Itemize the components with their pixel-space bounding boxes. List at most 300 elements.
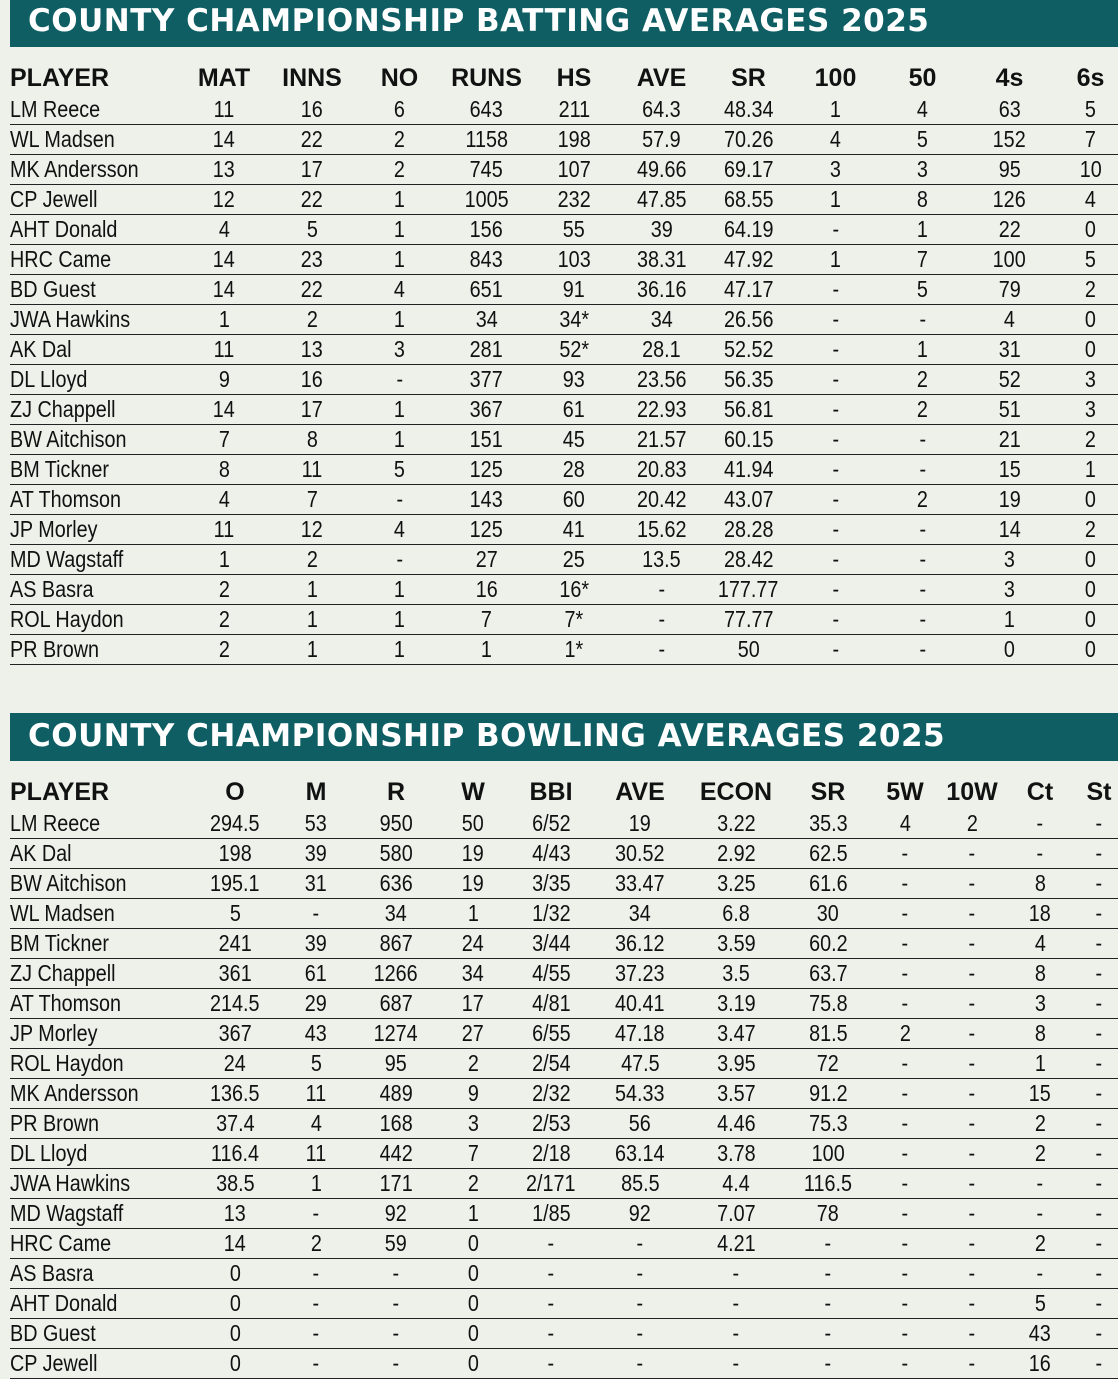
stat-cell bbox=[180, 125, 268, 155]
stat-value: 1005 bbox=[464, 186, 509, 212]
stat-value: 11 bbox=[305, 1080, 327, 1106]
stat-cell bbox=[790, 989, 866, 1019]
stat-value: 1 bbox=[393, 426, 405, 452]
stat-value: 1 bbox=[829, 246, 841, 272]
stat-value: - bbox=[968, 870, 976, 896]
stat-cell bbox=[618, 95, 705, 125]
stat-cell bbox=[790, 839, 866, 869]
stat-value: 5 bbox=[310, 1050, 322, 1076]
stat-cell bbox=[792, 95, 879, 125]
stat-cell bbox=[1053, 455, 1118, 485]
stat-value: 60.15 bbox=[723, 426, 774, 452]
stat-cell bbox=[530, 425, 618, 455]
stat-cell bbox=[944, 1199, 1000, 1229]
stat-value: 3.19 bbox=[716, 990, 756, 1016]
stat-cell bbox=[1000, 1079, 1080, 1109]
stat-cell bbox=[1080, 1259, 1118, 1289]
stat-cell bbox=[598, 1349, 682, 1379]
stat-value: 47.92 bbox=[723, 246, 774, 272]
stat-cell bbox=[504, 1199, 598, 1229]
stat-cell bbox=[188, 869, 282, 899]
stat-cell bbox=[350, 809, 442, 839]
player-name bbox=[10, 185, 180, 215]
player-name-text: PR Brown bbox=[10, 1110, 100, 1136]
stat-value: 1 bbox=[306, 606, 318, 632]
stat-value: 11 bbox=[213, 516, 235, 542]
stat-cell bbox=[966, 575, 1053, 605]
stat-value: 2/171 bbox=[526, 1170, 576, 1196]
stat-cell bbox=[944, 1319, 1000, 1349]
stat-cell bbox=[1080, 989, 1118, 1019]
stat-cell bbox=[282, 1139, 350, 1169]
stat-cell bbox=[282, 989, 350, 1019]
stat-value: 0 bbox=[229, 1350, 241, 1376]
batting-col-header: 6s bbox=[1076, 64, 1105, 92]
stat-cell bbox=[504, 1289, 598, 1319]
stat-value: 3 bbox=[1003, 576, 1015, 602]
stat-value: - bbox=[312, 1350, 320, 1376]
stat-value: 37.23 bbox=[615, 960, 665, 986]
batting-table bbox=[10, 62, 1118, 665]
stat-cell bbox=[966, 125, 1053, 155]
stat-cell bbox=[443, 575, 530, 605]
stat-value: 59 bbox=[384, 1230, 408, 1256]
stat-cell bbox=[1000, 1229, 1080, 1259]
stat-cell bbox=[1080, 1349, 1118, 1379]
stat-cell bbox=[268, 545, 356, 575]
stat-value: 651 bbox=[469, 276, 504, 302]
stat-cell bbox=[282, 869, 350, 899]
stat-cell bbox=[879, 545, 966, 575]
table-row bbox=[10, 1169, 1118, 1199]
stat-cell bbox=[792, 305, 879, 335]
player-name-text: AK Dal bbox=[10, 336, 72, 362]
stat-cell bbox=[866, 1169, 944, 1199]
stat-value: - bbox=[968, 1200, 976, 1226]
batting-body bbox=[10, 95, 1118, 665]
stat-value: 5 bbox=[1084, 246, 1096, 272]
stat-cell bbox=[1053, 545, 1118, 575]
stat-value: 77.77 bbox=[723, 606, 774, 632]
stat-value: 3.59 bbox=[716, 930, 756, 956]
stat-value: 0 bbox=[229, 1260, 241, 1286]
stat-cell bbox=[879, 365, 966, 395]
stat-value: 61 bbox=[304, 960, 328, 986]
stat-value: 5 bbox=[1034, 1290, 1046, 1316]
stat-value: 4 bbox=[1084, 186, 1096, 212]
stat-value: 8 bbox=[1034, 870, 1046, 896]
stat-value: 168 bbox=[379, 1110, 413, 1136]
batting-header-row bbox=[10, 62, 1118, 95]
bowling-col-header: BBI bbox=[529, 778, 573, 806]
stat-value: 5 bbox=[1084, 96, 1096, 122]
stat-value: 95 bbox=[384, 1050, 408, 1076]
stat-value: 11 bbox=[213, 96, 235, 122]
stat-cell bbox=[188, 989, 282, 1019]
stat-cell bbox=[188, 1259, 282, 1289]
table-row bbox=[10, 575, 1118, 605]
stat-cell bbox=[188, 1139, 282, 1169]
stat-cell bbox=[966, 95, 1053, 125]
player-name-text: AHT Donald bbox=[10, 1290, 118, 1316]
table-row bbox=[10, 1109, 1118, 1139]
stat-cell bbox=[792, 575, 879, 605]
player-name-text: LM Reece bbox=[10, 96, 101, 122]
stat-value: - bbox=[901, 1080, 909, 1106]
stat-value: - bbox=[968, 960, 976, 986]
stat-value: - bbox=[824, 1260, 832, 1286]
stat-cell bbox=[268, 455, 356, 485]
batting-col-header: HS bbox=[556, 64, 592, 92]
stat-cell bbox=[682, 1259, 790, 1289]
stat-value: 152 bbox=[992, 126, 1027, 152]
stat-cell bbox=[792, 605, 879, 635]
stat-cell bbox=[350, 1079, 442, 1109]
stat-value: - bbox=[1095, 1140, 1103, 1166]
stat-cell bbox=[1080, 1049, 1118, 1079]
stat-cell bbox=[282, 1079, 350, 1109]
stat-value: 2 bbox=[467, 1050, 479, 1076]
stat-cell bbox=[866, 989, 944, 1019]
stat-cell bbox=[966, 605, 1053, 635]
stat-cell bbox=[792, 485, 879, 515]
stat-cell bbox=[1000, 809, 1080, 839]
bowling-col-header: St bbox=[1086, 778, 1112, 806]
stat-value: - bbox=[1095, 870, 1103, 896]
stat-value: 2 bbox=[1084, 516, 1096, 542]
stat-cell bbox=[944, 839, 1000, 869]
stat-cell bbox=[879, 425, 966, 455]
stat-cell bbox=[705, 95, 792, 125]
stat-cell bbox=[356, 425, 443, 455]
stat-cell bbox=[442, 839, 504, 869]
table-row bbox=[10, 275, 1118, 305]
stat-cell bbox=[350, 1109, 442, 1139]
stat-cell bbox=[504, 1049, 598, 1079]
stat-cell bbox=[443, 305, 530, 335]
stat-value: 22 bbox=[300, 126, 324, 152]
stat-value: 56.35 bbox=[723, 366, 774, 392]
stat-value: - bbox=[919, 516, 926, 542]
player-name bbox=[10, 635, 180, 665]
stat-cell bbox=[282, 1349, 350, 1379]
stat-value: 4 bbox=[829, 126, 841, 152]
player-name-text: AS Basra bbox=[10, 1260, 94, 1286]
player-name-text: BW Aitchison bbox=[10, 870, 127, 896]
stat-cell bbox=[598, 989, 682, 1019]
stat-cell bbox=[268, 365, 356, 395]
stat-value: 1266 bbox=[373, 960, 418, 986]
player-name-text: AK Dal bbox=[10, 840, 72, 866]
stat-value: 4 bbox=[1034, 930, 1046, 956]
stat-value: - bbox=[919, 576, 926, 602]
stat-value: 36.12 bbox=[615, 930, 665, 956]
stat-cell bbox=[866, 869, 944, 899]
stat-cell bbox=[944, 1259, 1000, 1289]
stat-value: - bbox=[832, 546, 839, 572]
stat-value: - bbox=[636, 1230, 644, 1256]
bowling-col-header: AVE bbox=[615, 778, 665, 806]
stat-value: 489 bbox=[379, 1080, 413, 1106]
stat-cell bbox=[966, 635, 1053, 665]
stat-cell bbox=[618, 245, 705, 275]
stat-cell bbox=[1080, 1289, 1118, 1319]
stat-value: 7 bbox=[467, 1140, 479, 1166]
stat-value: 21 bbox=[998, 426, 1021, 452]
stat-cell bbox=[356, 635, 443, 665]
stat-cell bbox=[790, 1349, 866, 1379]
stat-cell bbox=[350, 1169, 442, 1199]
stat-cell bbox=[944, 1049, 1000, 1079]
stat-cell bbox=[790, 1139, 866, 1169]
player-name-text: DL Lloyd bbox=[10, 1140, 88, 1166]
player-name-text: ROL Haydon bbox=[10, 606, 124, 632]
stat-value: - bbox=[919, 306, 926, 332]
bowling-col-header: W bbox=[461, 778, 485, 806]
stat-value: 52.52 bbox=[723, 336, 774, 362]
stat-cell bbox=[682, 1289, 790, 1319]
stat-value: 950 bbox=[379, 810, 413, 836]
stat-cell bbox=[866, 1199, 944, 1229]
stat-cell bbox=[504, 1229, 598, 1259]
stat-cell bbox=[350, 1019, 442, 1049]
stat-cell bbox=[618, 125, 705, 155]
stat-value: - bbox=[1095, 930, 1103, 956]
stat-cell bbox=[966, 425, 1053, 455]
stat-value: 1* bbox=[564, 636, 584, 662]
stat-value: - bbox=[1095, 1110, 1103, 1136]
stat-value: 63 bbox=[998, 96, 1021, 122]
stat-cell bbox=[1000, 1259, 1080, 1289]
stat-cell bbox=[790, 959, 866, 989]
stat-value: 2 bbox=[310, 1230, 322, 1256]
stat-cell bbox=[504, 1319, 598, 1349]
stat-value: 23 bbox=[300, 246, 324, 272]
stat-value: 198 bbox=[218, 840, 252, 866]
batting-col-header: INNS bbox=[282, 64, 342, 92]
stat-value: 2 bbox=[1034, 1110, 1046, 1136]
stat-cell bbox=[443, 485, 530, 515]
stat-cell bbox=[282, 1049, 350, 1079]
table-row bbox=[10, 635, 1118, 665]
stat-value: 39 bbox=[304, 840, 328, 866]
stat-cell bbox=[879, 395, 966, 425]
stat-cell bbox=[350, 1049, 442, 1079]
stat-cell bbox=[598, 1169, 682, 1199]
stat-cell bbox=[944, 1169, 1000, 1199]
stat-cell bbox=[866, 1259, 944, 1289]
stat-cell bbox=[188, 1169, 282, 1199]
stat-cell bbox=[879, 605, 966, 635]
stat-cell bbox=[180, 155, 268, 185]
stat-value: - bbox=[968, 1050, 976, 1076]
stat-cell bbox=[268, 305, 356, 335]
stat-value: 2 bbox=[218, 576, 230, 602]
stat-cell bbox=[180, 305, 268, 335]
stat-cell bbox=[790, 1049, 866, 1079]
stat-cell bbox=[350, 1349, 442, 1379]
stat-value: - bbox=[1095, 1230, 1103, 1256]
stat-cell bbox=[180, 335, 268, 365]
table-row bbox=[10, 515, 1118, 545]
stat-cell bbox=[188, 1319, 282, 1349]
table-row bbox=[10, 1319, 1118, 1349]
stat-value: 31 bbox=[998, 336, 1021, 362]
stat-cell bbox=[350, 869, 442, 899]
player-name-text: WL Madsen bbox=[10, 126, 115, 152]
stat-value: 1 bbox=[393, 606, 405, 632]
table-row bbox=[10, 245, 1118, 275]
stat-value: 63.7 bbox=[808, 960, 848, 986]
stat-value: 50 bbox=[461, 810, 485, 836]
stat-cell bbox=[504, 929, 598, 959]
stat-cell bbox=[966, 305, 1053, 335]
stat-cell bbox=[180, 575, 268, 605]
stat-cell bbox=[598, 1139, 682, 1169]
stat-cell bbox=[866, 1289, 944, 1319]
stat-cell bbox=[504, 1259, 598, 1289]
stat-cell bbox=[442, 1259, 504, 1289]
stat-cell bbox=[618, 635, 705, 665]
stat-cell bbox=[350, 1139, 442, 1169]
stat-value: 22 bbox=[300, 276, 324, 302]
stat-value: 30.52 bbox=[615, 840, 665, 866]
stat-cell bbox=[282, 959, 350, 989]
stat-value: 636 bbox=[379, 870, 413, 896]
stat-value: 2.92 bbox=[716, 840, 756, 866]
stat-cell bbox=[866, 1109, 944, 1139]
stat-cell bbox=[1053, 365, 1118, 395]
stat-cell bbox=[866, 1019, 944, 1049]
table-row bbox=[10, 869, 1118, 899]
stat-value: 2 bbox=[916, 486, 928, 512]
stat-value: 4/55 bbox=[531, 960, 571, 986]
stat-value: 48.34 bbox=[723, 96, 774, 122]
stat-cell bbox=[866, 959, 944, 989]
stat-cell bbox=[682, 1169, 790, 1199]
stat-cell bbox=[188, 839, 282, 869]
stat-value: 19 bbox=[998, 486, 1021, 512]
stat-cell bbox=[705, 545, 792, 575]
stat-cell bbox=[944, 899, 1000, 929]
stat-cell bbox=[282, 899, 350, 929]
stat-value: 27 bbox=[475, 546, 498, 572]
stat-value: 2 bbox=[393, 156, 405, 182]
stat-cell bbox=[1080, 1079, 1118, 1109]
player-name-text: BM Tickner bbox=[10, 930, 109, 956]
stat-cell bbox=[1080, 1319, 1118, 1349]
stat-cell bbox=[356, 365, 443, 395]
stat-value: 93 bbox=[562, 366, 586, 392]
stat-value: 12 bbox=[300, 516, 324, 542]
stat-cell bbox=[618, 305, 705, 335]
stat-cell bbox=[792, 635, 879, 665]
stat-cell bbox=[598, 899, 682, 929]
player-name-text: ROL Haydon bbox=[10, 1050, 124, 1076]
stat-value: 13 bbox=[223, 1200, 247, 1226]
stat-value: 14 bbox=[212, 246, 236, 272]
stat-cell bbox=[180, 485, 268, 515]
stat-value: - bbox=[901, 1320, 909, 1346]
player-name bbox=[10, 1349, 188, 1379]
stat-cell bbox=[442, 989, 504, 1019]
stat-value: 294.5 bbox=[210, 810, 260, 836]
stat-cell bbox=[268, 155, 356, 185]
player-name-text: BD Guest bbox=[10, 276, 96, 302]
stat-value: 36.16 bbox=[636, 276, 687, 302]
stat-cell bbox=[618, 545, 705, 575]
player-name bbox=[10, 899, 188, 929]
stat-cell bbox=[350, 839, 442, 869]
stat-value: - bbox=[901, 930, 909, 956]
stat-cell bbox=[879, 215, 966, 245]
player-name-text: CP Jewell bbox=[10, 1350, 98, 1376]
stat-value: 31 bbox=[304, 870, 328, 896]
stat-cell bbox=[356, 605, 443, 635]
stat-value: - bbox=[901, 1290, 909, 1316]
stat-value: - bbox=[968, 1320, 976, 1346]
stat-cell bbox=[790, 1079, 866, 1109]
stat-value: - bbox=[901, 1200, 909, 1226]
stat-value: 7 bbox=[218, 426, 230, 452]
stat-value: - bbox=[547, 1290, 555, 1316]
stat-value: 1 bbox=[829, 186, 841, 212]
player-name-text: MK Andersson bbox=[10, 156, 139, 182]
stat-value: 61.6 bbox=[808, 870, 848, 896]
stat-cell bbox=[705, 455, 792, 485]
stat-value: - bbox=[1095, 810, 1103, 836]
batting-col-header: AVE bbox=[636, 64, 687, 92]
stat-cell bbox=[1053, 125, 1118, 155]
stat-cell bbox=[1080, 1139, 1118, 1169]
bowling-table bbox=[10, 776, 1118, 1379]
stat-value: - bbox=[1095, 1020, 1103, 1046]
stat-value: 5 bbox=[306, 216, 318, 242]
stat-cell bbox=[268, 125, 356, 155]
stat-cell bbox=[966, 545, 1053, 575]
stat-cell bbox=[1080, 959, 1118, 989]
stat-cell bbox=[792, 275, 879, 305]
stat-value: 2 bbox=[306, 306, 318, 332]
stat-cell bbox=[443, 425, 530, 455]
stat-value: 1 bbox=[1034, 1050, 1046, 1076]
stat-cell bbox=[618, 275, 705, 305]
player-name bbox=[10, 1019, 188, 1049]
stat-value: - bbox=[824, 1290, 832, 1316]
stat-value: 91 bbox=[562, 276, 586, 302]
stat-value: - bbox=[901, 1230, 909, 1256]
stat-cell bbox=[866, 839, 944, 869]
stat-cell bbox=[356, 515, 443, 545]
stat-cell bbox=[966, 155, 1053, 185]
stat-cell bbox=[1000, 1169, 1080, 1199]
batting-col-header: 4s bbox=[995, 64, 1024, 92]
stat-value: - bbox=[901, 1350, 909, 1376]
player-name-text: JWA Hawkins bbox=[10, 306, 131, 332]
stat-cell bbox=[443, 395, 530, 425]
stat-value: 4.4 bbox=[722, 1170, 750, 1196]
stat-cell bbox=[350, 1259, 442, 1289]
stat-value: 62.5 bbox=[808, 840, 848, 866]
stat-value: 22 bbox=[300, 186, 324, 212]
stat-value: 0 bbox=[1084, 336, 1096, 362]
stat-value: 75.8 bbox=[808, 990, 848, 1016]
stat-cell bbox=[944, 1109, 1000, 1139]
stat-value: - bbox=[1036, 1170, 1044, 1196]
player-name bbox=[10, 869, 188, 899]
stat-cell bbox=[1000, 1049, 1080, 1079]
stat-cell bbox=[188, 1229, 282, 1259]
